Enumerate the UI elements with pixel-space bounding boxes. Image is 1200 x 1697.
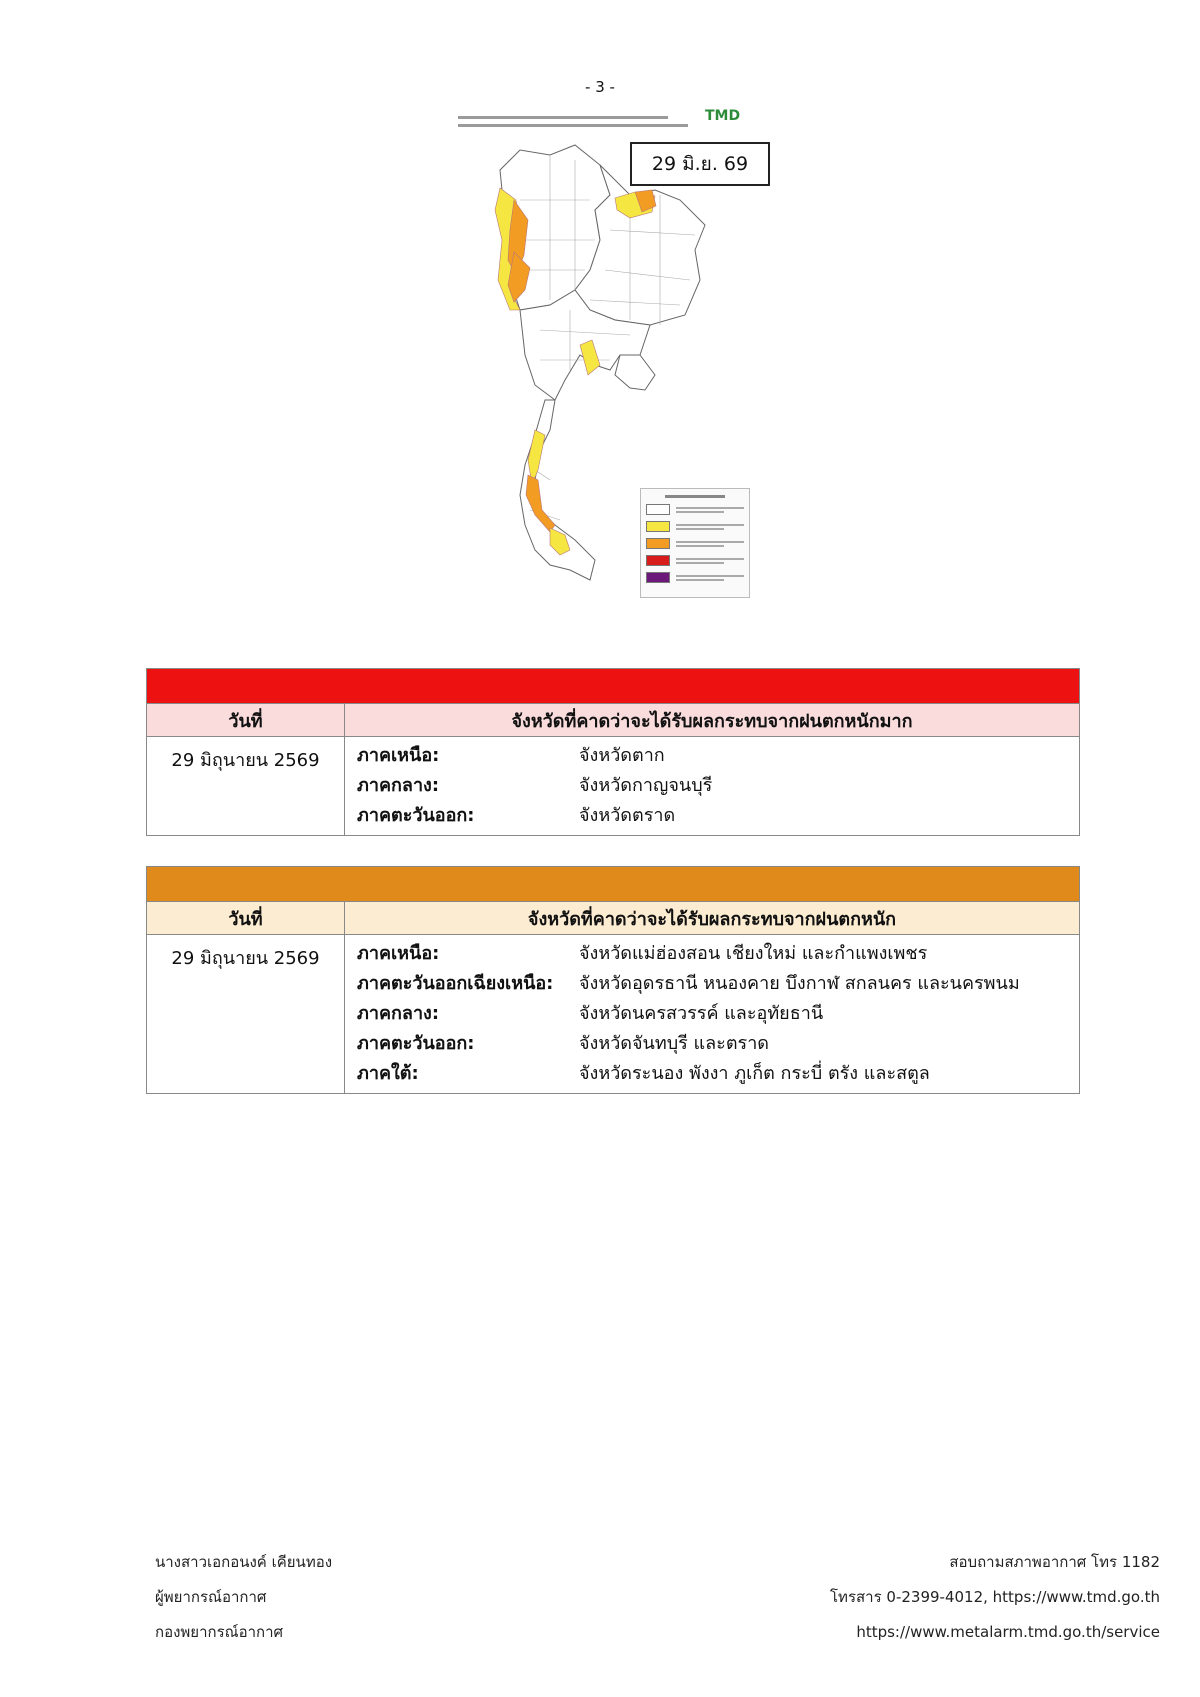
legend-swatch-very-heavy [646,555,670,566]
col-provinces: จังหวัดที่คาดว่าจะได้รับผลกระทบจากฝนตกหนักมาก [345,704,1080,737]
region-row [357,969,1069,999]
region-name: ภาคตะวันออก: [357,805,475,826]
region-row [357,741,1069,771]
forecaster-title: ผู้พยากรณ์อากาศ [155,1588,267,1606]
region-name: ภาคเหนือ: [357,943,440,964]
region-row [357,771,1069,801]
region-provinces: จังหวัดอุดรธานี หนองคาย บึงกาฬ สกลนคร และนครพนม [579,973,1020,994]
very-heavy-rain-table [146,668,1080,836]
region-row [357,939,1069,969]
tmd-logo: TMD [705,108,741,124]
region-row [357,999,1069,1029]
col-date: วันที่ [147,704,345,737]
region-name: ภาคตะวันออก: [357,1033,475,1054]
region-provinces: จังหวัดแม่ฮ่องสอน เชียงใหม่ และกำแพงเพชร [579,943,928,964]
forecast-date: 29 มิถุนายน 2569 [147,935,345,1094]
very-heavy-band [147,669,1080,704]
region-provinces: จังหวัดตราด [579,805,676,826]
heavy-band [147,867,1080,902]
region-name: ภาคตะวันออกเฉียงเหนือ: [357,973,554,994]
legend-swatch-none [646,504,670,515]
region-name: ภาคเหนือ: [357,745,440,766]
region-row [357,1029,1069,1059]
region-name: ภาคใต้: [357,1063,419,1084]
region-provinces: จังหวัดตาก [579,745,665,766]
legend-swatch-extreme [646,572,670,583]
map-date-label: 29 มิ.ย. 69 [630,142,770,186]
region-name: ภาคกลาง: [357,1003,440,1024]
contact-fax-website[interactable]: โทรสาร 0-2399-4012, https://www.tmd.go.th [830,1588,1160,1606]
region-provinces: จังหวัดจันทบุรี และตราด [579,1033,769,1054]
forecaster-signature [155,1545,332,1650]
col-provinces: จังหวัดที่คาดว่าจะได้รับผลกระทบจากฝนตกหนัก [345,902,1080,935]
region-name: ภาคกลาง: [357,775,440,796]
forecaster-name: นางสาวเอกอนงค์ เคียนทอง [155,1553,333,1571]
region-provinces: จังหวัดนครสวรรค์ และอุทัยธานี [579,1003,824,1024]
region-provinces: จังหวัดกาญจนบุรี [579,775,713,796]
contact-service-link[interactable]: https://www.metalarm.tmd.go.th/service [856,1623,1160,1641]
contact-phone: สอบถามสภาพอากาศ โทร 1182 [949,1553,1160,1571]
region-provinces: จังหวัดระนอง พังงา ภูเก็ต กระบี่ ตรัง และสตูล [579,1063,930,1084]
legend-swatch-heavy [646,538,670,549]
contact-info [830,1545,1160,1650]
region-row [357,1059,1069,1089]
legend-swatch-moderate [646,521,670,532]
region-row [357,801,1069,831]
page-number: - 3 - [585,78,615,96]
map-legend [640,488,750,598]
map-east [615,355,655,390]
forecast-date: 29 มิถุนายน 2569 [147,737,345,836]
heavy-rain-table [146,866,1080,1094]
forecaster-division: กองพยากรณ์อากาศ [155,1623,284,1641]
col-date: วันที่ [147,902,345,935]
